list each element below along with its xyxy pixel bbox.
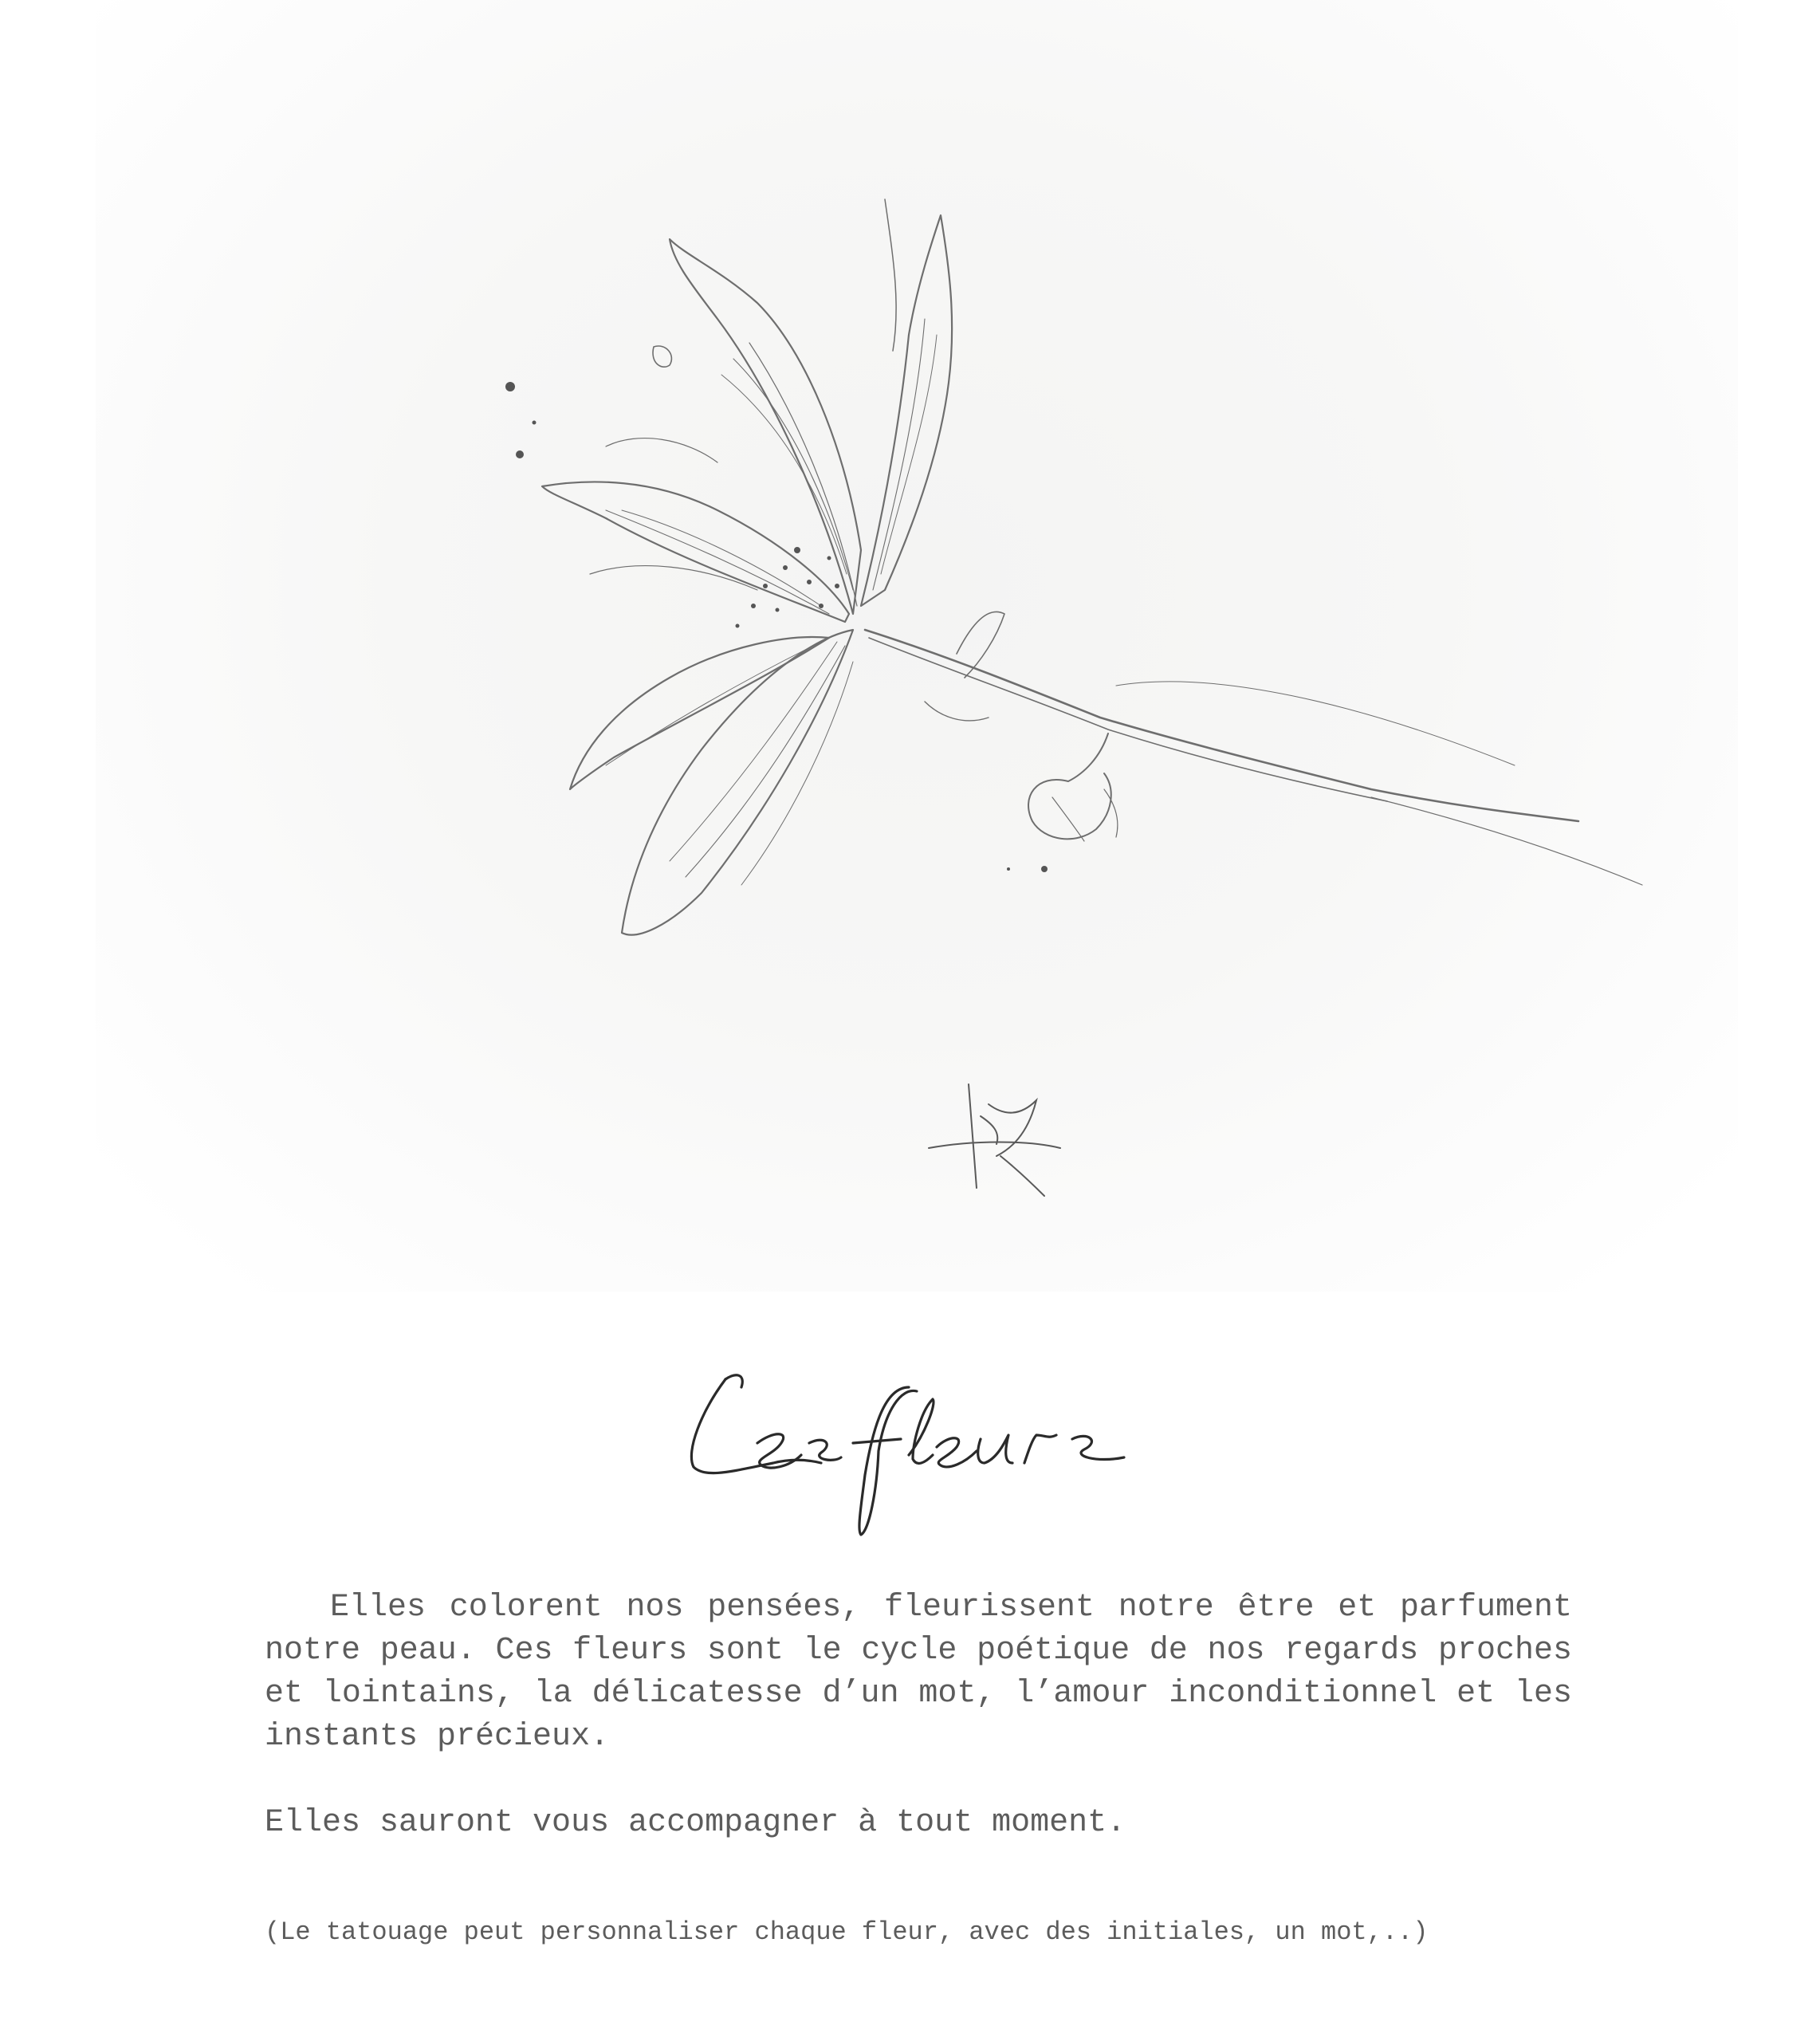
paragraph-2: Elles sauront vous accompagner à tout moment. [265, 1805, 1126, 1841]
description [265, 1587, 1572, 1845]
paragraph-1: Elles colorent nos pensées, fleurissent notre être et parfument notre peau. Ces fleurs sont le cycle poétique de nos regards proches et lointains, la délicatesse d’un mot, l’amour inconditionnel et les instants précieux. [265, 1590, 1572, 1755]
signature-monogram [929, 1084, 1060, 1196]
personalization-note: (Le tatouage peut personnaliser chaque fleur, avec des initiales, un mot,..) [265, 1917, 1429, 1947]
handwritten-title [670, 1355, 1180, 1539]
